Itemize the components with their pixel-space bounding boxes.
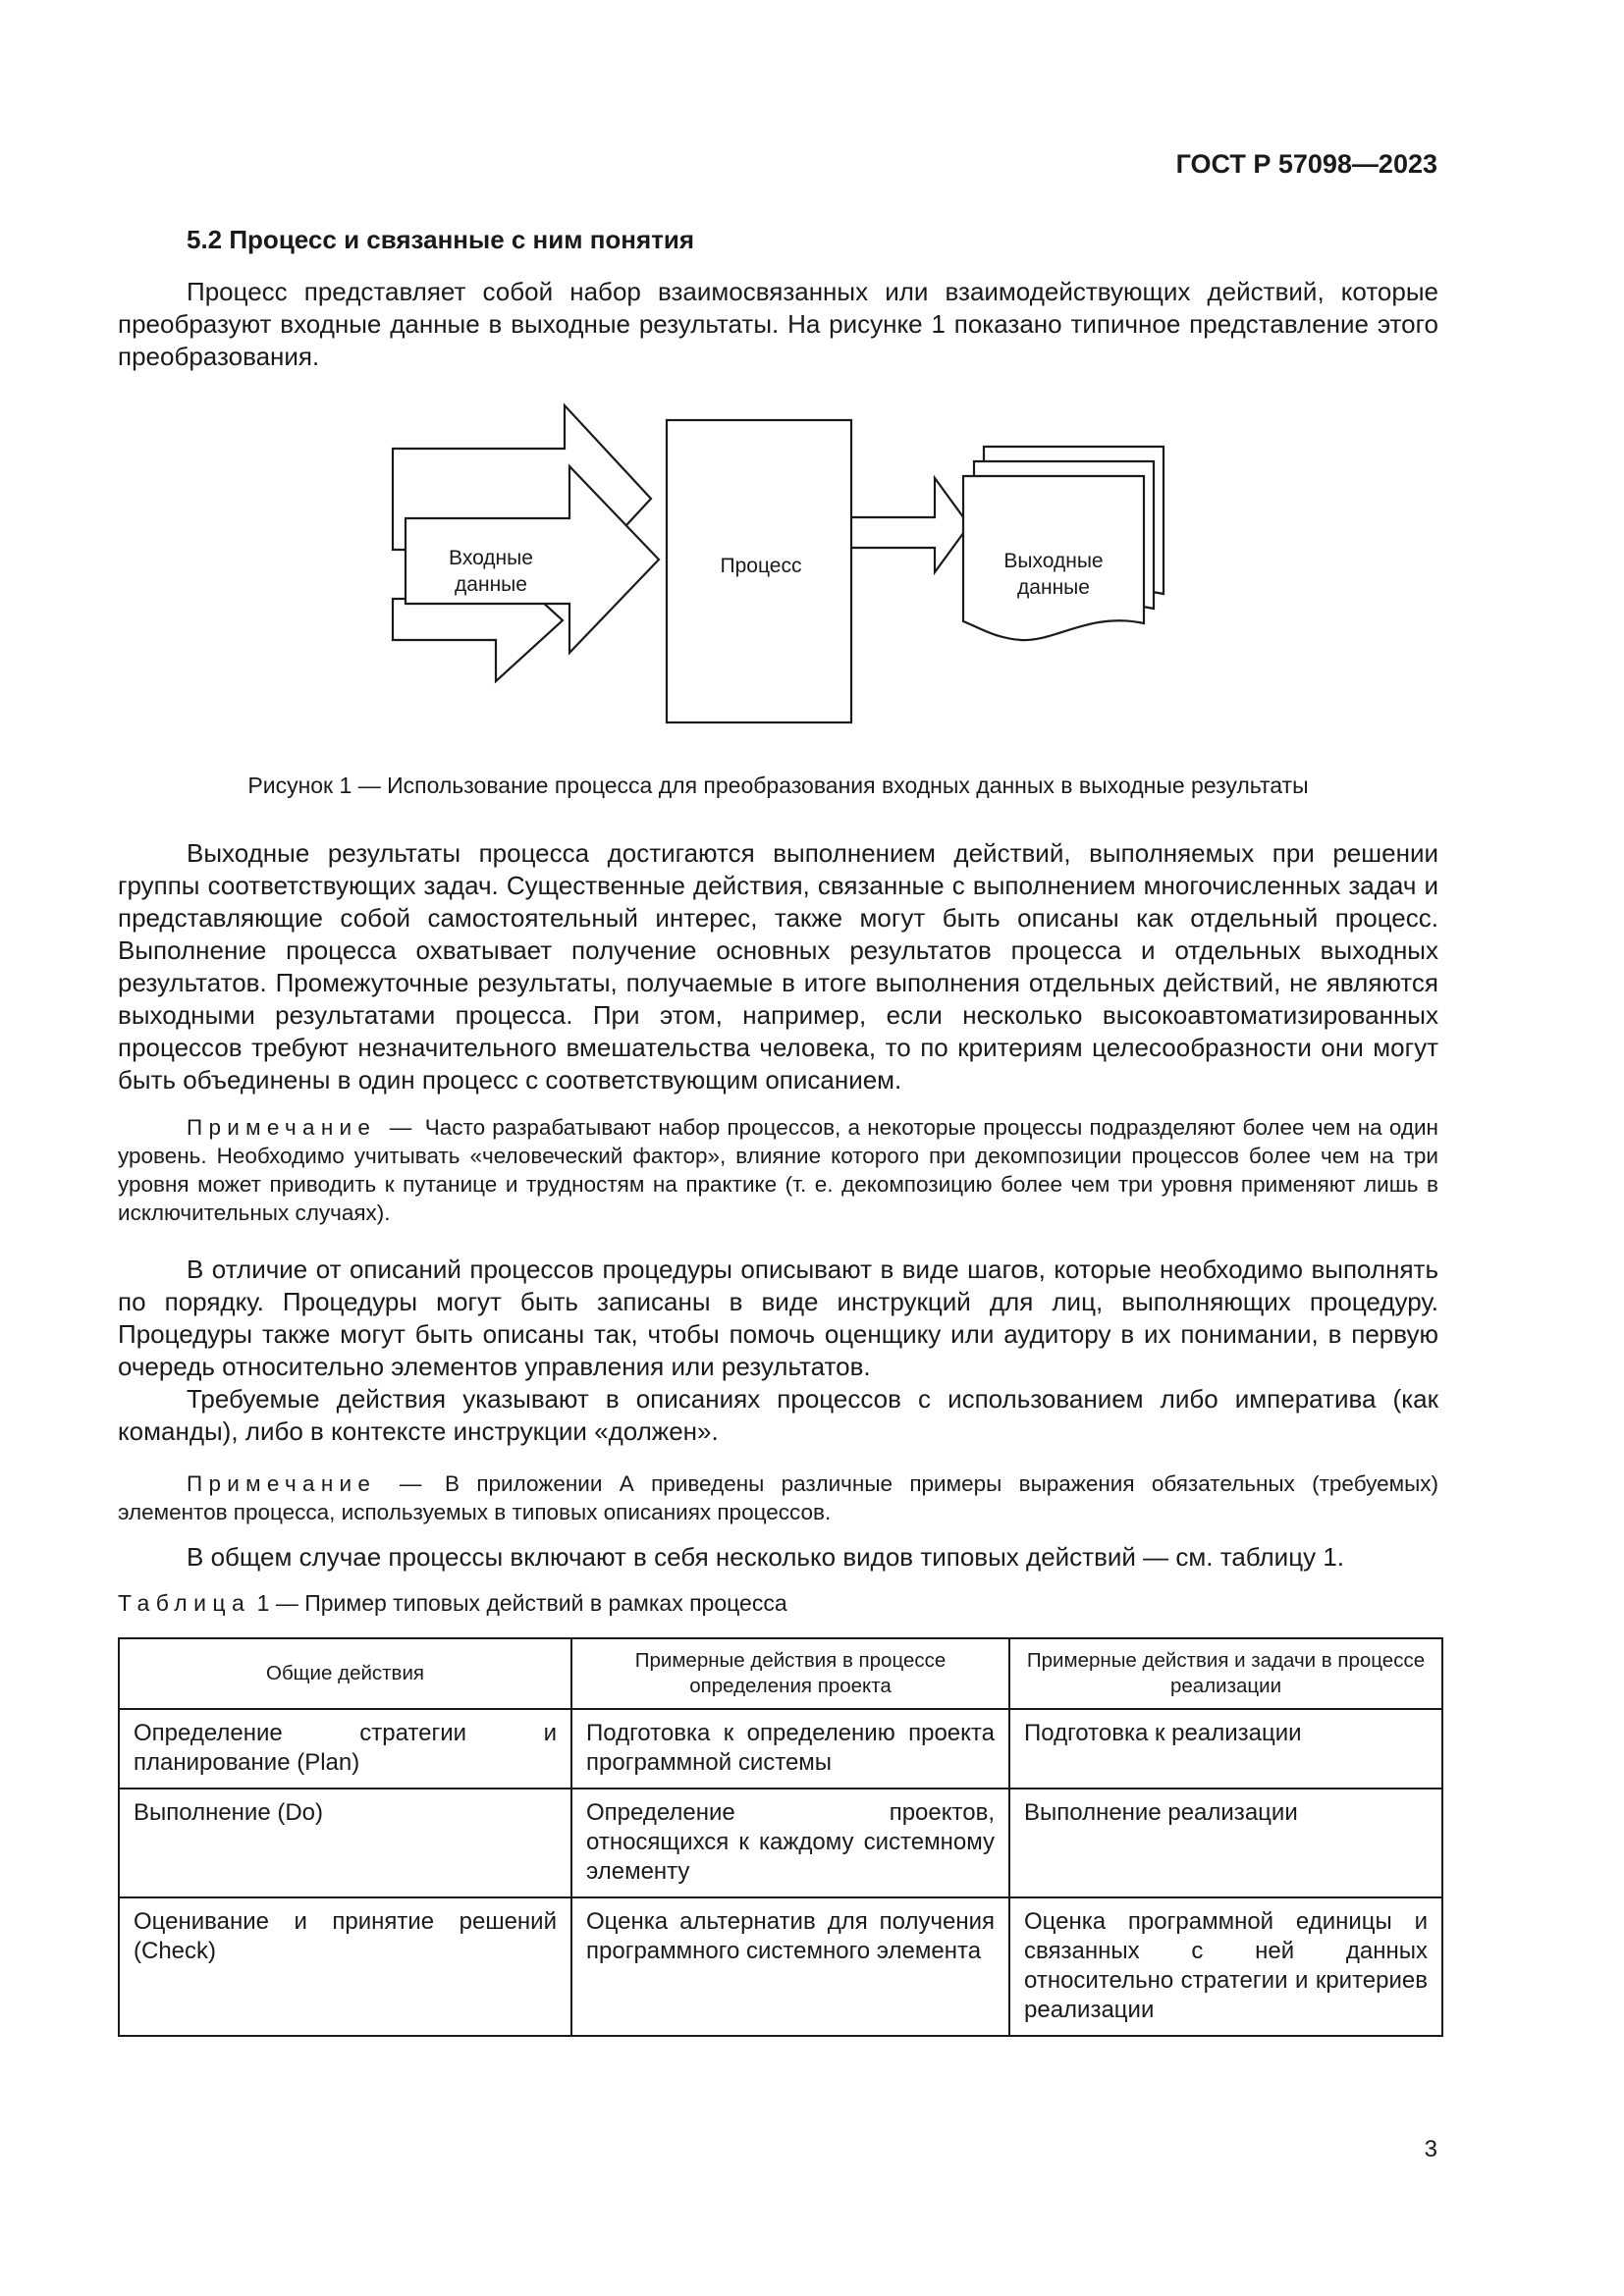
table-row	[119, 1897, 1442, 2036]
table-label: Таблица	[118, 1590, 251, 1616]
note-label: Примечание —	[187, 1471, 428, 1496]
table-caption-text: 1 — Пример типовых действий в рамках процесса	[256, 1590, 787, 1616]
document-id: ГОСТ Р 57098—2023	[1175, 149, 1437, 179]
table-row	[119, 1789, 1442, 1897]
table-row	[119, 1709, 1442, 1789]
note-2-text: В приложении А приведены различные примеры выражения обязательных (требуемых) элементов процесса, используемых в типовых описаниях процессов.	[118, 1471, 1438, 1524]
table-cell: Оценка программной единицы и связанных с ней данных относительно стратегии и критериев реализации	[1009, 1897, 1442, 2036]
output-label-line1: Выходные	[1003, 550, 1104, 572]
actions-table	[118, 1637, 1443, 2037]
paragraph-procedures: В отличие от описаний процессов процедуры описывают в виде шагов, которые необходимо выполнять по порядку. Процедуры могут быть записаны в виде инструкций для лиц, выполняющих процедуру. Процедуры также могут быть описаны так, чтобы помочь оценщику или аудитору в их понимании, в первую очередь относительно элементов управления или результатов.	[118, 1255, 1438, 1381]
note-1	[118, 1113, 1438, 1227]
table-cell: Определение проектов, относящихся к каждому системному элементу	[571, 1789, 1009, 1897]
note-label: Примечание —	[187, 1115, 418, 1140]
table-cell: Определение стратегии и планирование (Plan)	[119, 1709, 571, 1789]
table-cell: Оценка альтернатив для получения программного системного элемента	[571, 1897, 1009, 2036]
table-header-row	[119, 1638, 1442, 1709]
table-caption	[118, 1590, 787, 1617]
section-heading: 5.2 Процесс и связанные с ним понятия	[187, 225, 695, 254]
table-header-cell: Общие действия	[119, 1638, 571, 1709]
table-cell: Выполнение реализации	[1009, 1789, 1442, 1897]
process-diagram	[388, 402, 1173, 736]
paragraph-intro: Процесс представляет собой набор взаимосвязанных или взаимодействующих действий, которые преобразуют входные данные в выходные результаты. На рисунке 1 показано типичное представление этого преобразования.	[118, 277, 1438, 371]
output-label-line2: данные	[1017, 576, 1090, 599]
table-cell: Подготовка к определению проекта программной системы	[571, 1709, 1009, 1789]
table-header-cell: Примерные действия и задачи в процессе реализации	[1009, 1638, 1442, 1709]
paragraph-results: Выходные результаты процесса достигаются выполнением действий, выполняемых при решении группы соответствующих задач. Существенные действия, связанные с выполнением многочисленных задач и представляющие собой самостоятельный интерес, также могут быть описаны как отдельный процесс. Выполнение процесса охватывает получение основных результатов процесса и отдельных выходных результатов. Промежуточные результаты, получаемые в итоге выполнения отдельных действий, не являются выходными результатами процесса. При этом, например, если несколько высокоавтоматизированных процессов требуют незначительного вмешательства человека, то по критериям целесообразности они могут быть объединены в один процесс с соответствующим описанием.	[118, 838, 1438, 1095]
table-header-cell: Примерные действия в процессе определения проекта	[571, 1638, 1009, 1709]
table-cell: Выполнение (Do)	[119, 1789, 571, 1897]
note-1-text: Часто разрабатывают набор процессов, а некоторые процессы подразделяют более чем на один уровень. Необходимо учитывать «человеческий фактор», влияние которого при декомпозиции процессов более чем на три уровня может приводить к путанице и трудностям на практике (т. е. декомпозицию более чем три уровня применяют лишь в исключительных случаях).	[118, 1115, 1438, 1225]
input-label-line1: Входные	[449, 547, 533, 569]
figure-caption: Рисунок 1 — Использование процесса для преобразования входных данных в выходные результаты	[247, 773, 1309, 798]
page-number: 3	[1424, 2136, 1437, 2163]
table-cell: Оценивание и принятие решений (Check)	[119, 1897, 571, 2036]
note-2	[118, 1469, 1438, 1526]
output-arrow	[839, 478, 969, 572]
paragraph-table-ref: В общем случае процессы включают в себя несколько видов типовых действий — см. таблицу 1.	[187, 1542, 1345, 1572]
paragraph-required-actions: Требуемые действия указывают в описаниях процессов с использованием либо императива (как команды), либо в контексте инструкции «должен».	[118, 1384, 1438, 1446]
table-cell: Подготовка к реализации	[1009, 1709, 1442, 1789]
process-label: Процесс	[720, 555, 802, 577]
input-label-line2: данные	[455, 573, 527, 596]
